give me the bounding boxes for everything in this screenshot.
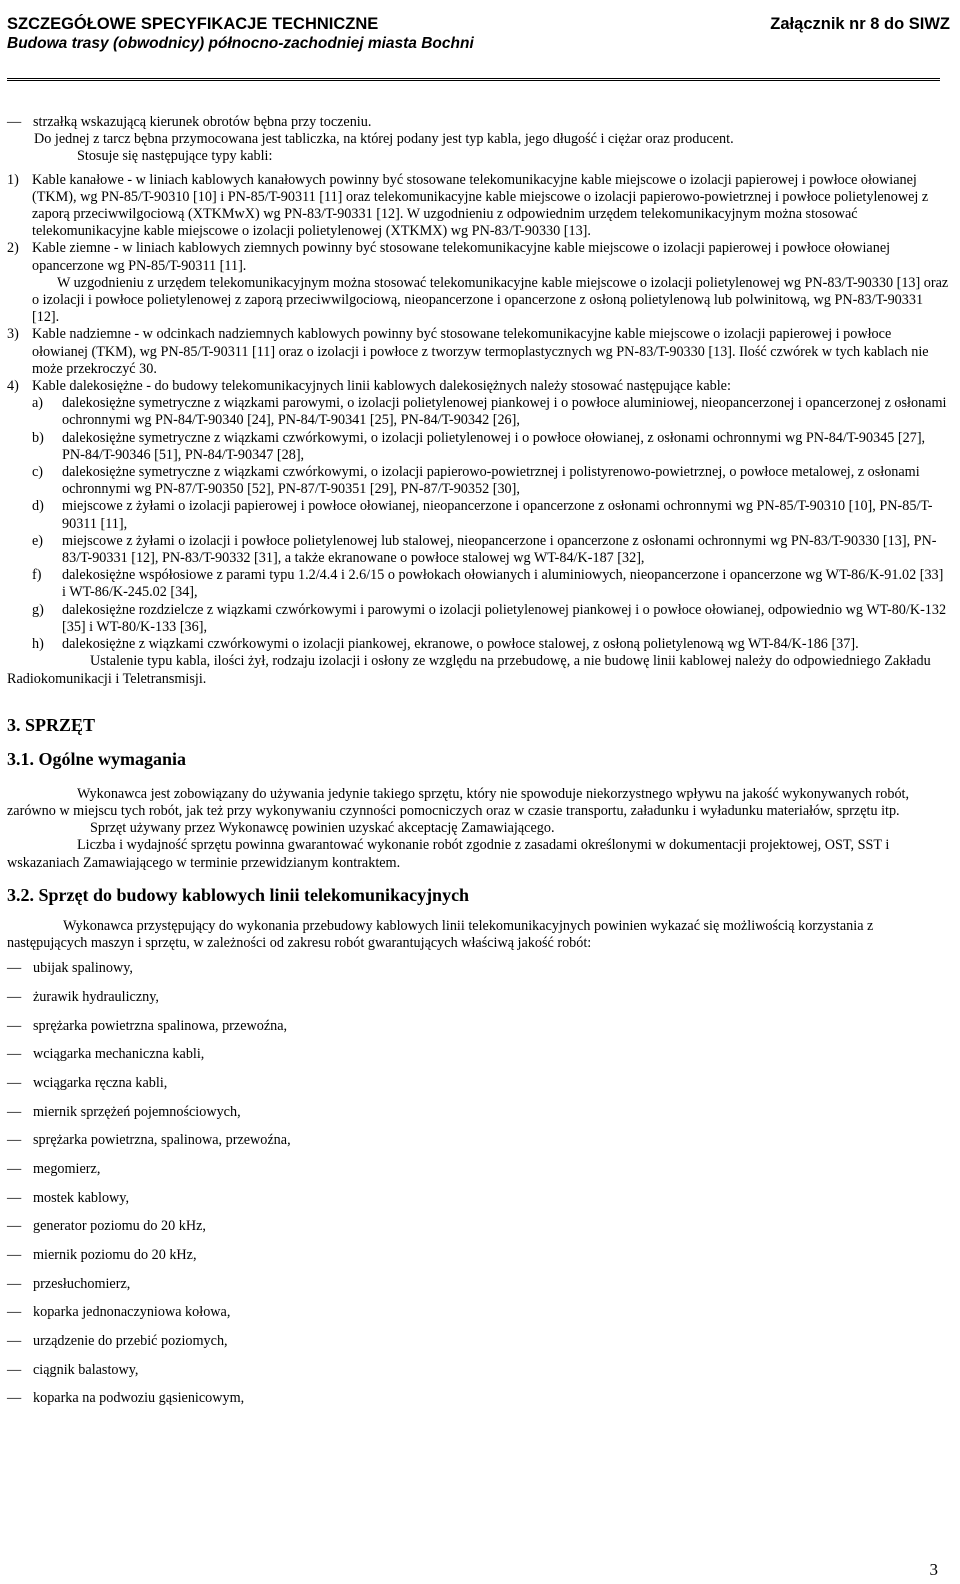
dash-bullet: — (7, 1361, 22, 1378)
cable-type-1 (7, 172, 950, 241)
item-text: koparka jednonaczyniowa kołowa, (33, 1304, 231, 1321)
item-text: sprężarka powietrzna spalinowa, przewoźna, (33, 1017, 288, 1034)
cable-type-2-continuation: W uzgodnieniu z urzędem telekomunikacyjnym można stosować telekomunikacyjne kable miejscowe o izolacji polietylenowej wg PN-83/T-90330 [13] oraz o izolacji i powłoce polietylenowej z zaporą przeciwwilgociową, nieopancerzone i opancerzone z osłoną polietylenową lub polwinitową, wg PN-83/T-90331 [12]. (32, 274, 949, 326)
list-item (7, 1247, 950, 1276)
item-text: dalekosiężne rozdzielcze z wiązkami czwórkowymi i parowymi o izolacji polietylenowej piankowej i o powłoce ołowianej, odpowiednio wg WT-80/K-132 [35] i WT-80/K-133 [36], (62, 601, 947, 635)
dash-bullet: — (7, 1132, 22, 1149)
paragraph: Liczba i wydajność sprzętu powinna gwarantować wykonanie robót zgodnie z zasadami określonymi w dokumentacji projektowej, OST, SST i wskazaniach Zamawiającego w terminie przewidzianym kontraktem. (7, 837, 890, 871)
list-item (7, 1046, 950, 1075)
item-label: c) (32, 464, 44, 481)
list-item (7, 430, 950, 464)
cable-type-2 (7, 240, 950, 274)
header-subtitle: Budowa trasy (obwodnicy) północno-zachodniej miasta Bochni (7, 35, 474, 52)
header-rule (7, 78, 940, 83)
list-item (7, 533, 950, 567)
list-item (7, 1218, 950, 1247)
item-label: h) (32, 636, 44, 653)
list-item (7, 1362, 950, 1391)
paragraph: Sprzęt używany przez Wykonawcę powinien uzyskać akceptację Zamawiającego. (90, 820, 555, 837)
item-text: ciągnik balastowy, (33, 1361, 139, 1378)
dash-bullet: — (7, 1046, 22, 1063)
item-label: f) (32, 567, 42, 584)
list-item (7, 1304, 950, 1333)
intro-paragraph-2: Stosuje się następujące typy kabli: (77, 148, 273, 165)
dash-bullet: — (7, 1275, 22, 1292)
final-note: Ustalenie typu kabla, ilości żył, rodzaju izolacji i osłony ze względu na przebudowę, a nie budowę linii kablowej należy do odpowiedniego Zakładu Radiokomunikacji i Teletransmisji. (7, 653, 931, 687)
list-item (7, 1075, 950, 1104)
dash-bullet: — (7, 1247, 22, 1263)
list-item (7, 1132, 950, 1161)
list-item (7, 1333, 950, 1362)
item-text: mostek kablowy, (33, 1189, 130, 1206)
item-text: ubijak spalinowy, (33, 960, 133, 977)
item-number: 1) (7, 171, 19, 188)
item-text: miernik poziomu do 20 kHz, (33, 1247, 197, 1263)
item-number: 3) (7, 326, 19, 343)
item-text: dalekosiężne współosiowe z parami typu 1.2/4.4 i 2.6/15 o powłokach ołowianych i aluminiowych, nieopancerzone i opancerzone wg WT-86/K-91.02 [33] i WT-86/K-245.02 [34], (62, 567, 944, 601)
item-text: urządzenie do przebić poziomych, (33, 1333, 228, 1350)
list-item (7, 395, 950, 429)
item-label: e) (32, 532, 44, 549)
item-text: Kable dalekosiężne - do budowy telekomunikacyjnych linii kablowych dalekosiężnych należy stosować następujące kable: (32, 378, 731, 395)
cable-type-3 (7, 326, 950, 378)
dash-bullet: — (7, 1333, 22, 1350)
item-text: dalekosiężne symetryczne z wiązkami czwórkowymi, o izolacji polietylenowej i o powłoce ołowianej, z osłonami ochronnymi wg PN-84/T-90345 [27], PN-84/T-90346 [51], PN-84/T-90347 [28], (62, 429, 926, 463)
list-item (7, 1276, 950, 1305)
item-label: d) (32, 498, 44, 515)
list-item (7, 602, 950, 636)
dash-bullet: — (7, 988, 22, 1005)
list-item (7, 464, 950, 498)
intro-dash-item (7, 114, 950, 131)
list-item (7, 960, 950, 989)
list-item (7, 1190, 950, 1219)
dash-bullet: — (7, 960, 22, 977)
paragraph: Wykonawca przystępujący do wykonania przebudowy kablowych linii telekomunikacyjnych powinien wykazać się możliwością korzystania z następujących maszyn i sprzętu, w zależności od zakresu robót gwarantujących właściwą jakość robót: (7, 917, 874, 951)
dash-bullet: — (7, 1017, 22, 1034)
dash-bullet: — (7, 1074, 22, 1091)
intro-paragraph-1: Do jednej z tarcz bębna przymocowana jest tabliczka, na której podany jest typ kabla, jego długość i ciężar oraz producent. (34, 131, 734, 148)
item-text: Kable nadziemne - w odcinkach nadziemnych kablowych powinny być stosowane telekomunikacyjne kable miejscowe o izolacji papierowej i powłoce ołowianej (TKM), wg PN-85/T-90311 [11] oraz o izolacji i powłoce z tworzyw termoplastycznych wg PN-83/T-90330 [13]. Ilość czwórek w tych kablach nie może przekroczyć 30. (32, 326, 929, 377)
equipment-list (7, 960, 950, 1419)
list-item (7, 567, 950, 601)
item-label: b) (32, 429, 44, 446)
header-attachment: Załącznik nr 8 do SIWZ (770, 15, 950, 33)
item-text: generator poziomu do 20 kHz, (33, 1218, 206, 1235)
item-text: miejscowe z żyłami o izolacji papierowej i powłoce ołowianej, nieopancerzone i opancerzone z osłonami ochronnymi wg PN-85/T-90310 [10], PN-85/T-90311 [11], (62, 498, 933, 532)
item-text: megomierz, (33, 1160, 101, 1177)
item-text: koparka na podwoziu gąsienicowym, (33, 1390, 245, 1407)
item-text: żurawik hydrauliczny, (33, 988, 159, 1005)
item-text: sprężarka powietrzna, spalinowa, przewoźna, (33, 1132, 291, 1149)
list-item (7, 498, 950, 532)
item-text: przesłuchomierz, (33, 1275, 131, 1292)
item-number: 4) (7, 378, 19, 395)
long-distance-cable-list (7, 395, 950, 653)
page-header (7, 14, 950, 54)
item-text: miernik sprzężeń pojemnościowych, (33, 1103, 241, 1120)
list-item (7, 1390, 950, 1419)
list-item (7, 636, 950, 653)
item-text: Kable kanałowe - w liniach kablowych kanałowych powinny być stosowane telekomunikacyjne kable miejscowe o izolacji papierowej i powłoce ołowianej (TKM), wg PN-85/T-90310 [10] i PN-85/T-90311 [11] oraz telekomunikacyjne kable miejscowe o izolacji papierowo-powietrznej i powłoce polietylenowej z zaporą przeciwwilgociową (XTKMwX) wg PN-83/T-90331 [12]. W uzgodnieniu z odpowiednim urzędem telekomunikacyjnym można stosować telekomunikacyjne kable miejscowe o izolacji polietylenowej (XTKMX) wg PN-83/T-90330 [13]. (32, 171, 929, 240)
dash-bullet: — (7, 1103, 22, 1120)
dash-bullet: — (7, 1160, 22, 1177)
list-item (7, 1018, 950, 1047)
dash-bullet: — (7, 1390, 22, 1407)
intro-dash-text: strzałką wskazującą kierunek obrotów bębna przy toczeniu. (33, 114, 372, 130)
paragraph: Wykonawca jest zobowiązany do używania jedynie takiego sprzętu, który nie spowoduje niekorzystnego wpływu na jakość wykonywanych robót, zarówno w miejscu tych robót, jak też przy wykonywaniu czynności pomocniczych oraz w czasie transportu, załadunku i wyładunku materiałów, sprzętu itp. (7, 785, 910, 819)
dash-bullet: — (7, 114, 22, 130)
item-text: dalekosiężne symetryczne z wiązkami parowymi, o izolacji polietylenowej piankowej i o powłoce aluminiowej, nieopancerzonej i opancerzonej z osłonami ochronnymi wg PN-84/T-90340 [24], PN-84/T-90341 [25], PN-84/T-90342 [26], (62, 395, 947, 429)
item-text: dalekosiężne z wiązkami czwórkowymi o izolacji piankowej, ekranowe, o powłoce stalowej, z osłoną polietylenową wg WT-84/K-186 [37]. (62, 636, 859, 653)
item-text: miejscowe z żyłami o izolacji i powłoce polietylenowej lub stalowej, nieopancerzone i opancerzone z osłonami ochronnymi wg PN-83/T-90330 [13], PN-83/T-90331 [12], PN-83/T-90332 [31], a także ekranowane o powłoce stalowej wg WT-84/K-187 [32], (62, 532, 937, 567)
subsection-heading: 3.2. Sprzęt do budowy kablowych linii telekomunikacyjnych (7, 884, 470, 905)
subsection-heading: 3.1. Ogólne wymagania (7, 748, 187, 769)
list-item (7, 1161, 950, 1190)
section-heading: 3. SPRZĘT (7, 714, 96, 735)
cable-type-4 (7, 378, 950, 395)
item-number: 2) (7, 240, 19, 257)
page-content (7, 114, 950, 1419)
dash-bullet: — (7, 1304, 22, 1321)
item-text: dalekosiężne symetryczne z wiązkami czwórkowymi, o izolacji papierowo-powietrznej i polistyrenowo-powietrznej, o powłoce metalowej, z osłonami ochronnymi wg PN-87/T-90350 [52], PN-87/T-90351 [29], PN-87/T-90352 [30], (62, 464, 920, 498)
item-text: wciągarka ręczna kabli, (33, 1074, 168, 1091)
item-label: a) (32, 395, 44, 412)
header-title: SZCZEGÓŁOWE SPECYFIKACJE TECHNICZNE (7, 15, 379, 33)
item-label: g) (32, 601, 44, 618)
list-item (7, 1104, 950, 1133)
page-number: 3 (929, 1559, 938, 1579)
item-text: Kable ziemne - w liniach kablowych ziemnych powinny być stosowane telekomunikacyjne kable miejscowe o izolacji papierowej i powłoce ołowianej opancerzone wg PN-85/T-90311 [11]. (32, 240, 891, 274)
dash-bullet: — (7, 1189, 22, 1206)
list-item (7, 989, 950, 1018)
dash-bullet: — (7, 1218, 22, 1235)
item-text: wciągarka mechaniczna kabli, (33, 1046, 205, 1063)
